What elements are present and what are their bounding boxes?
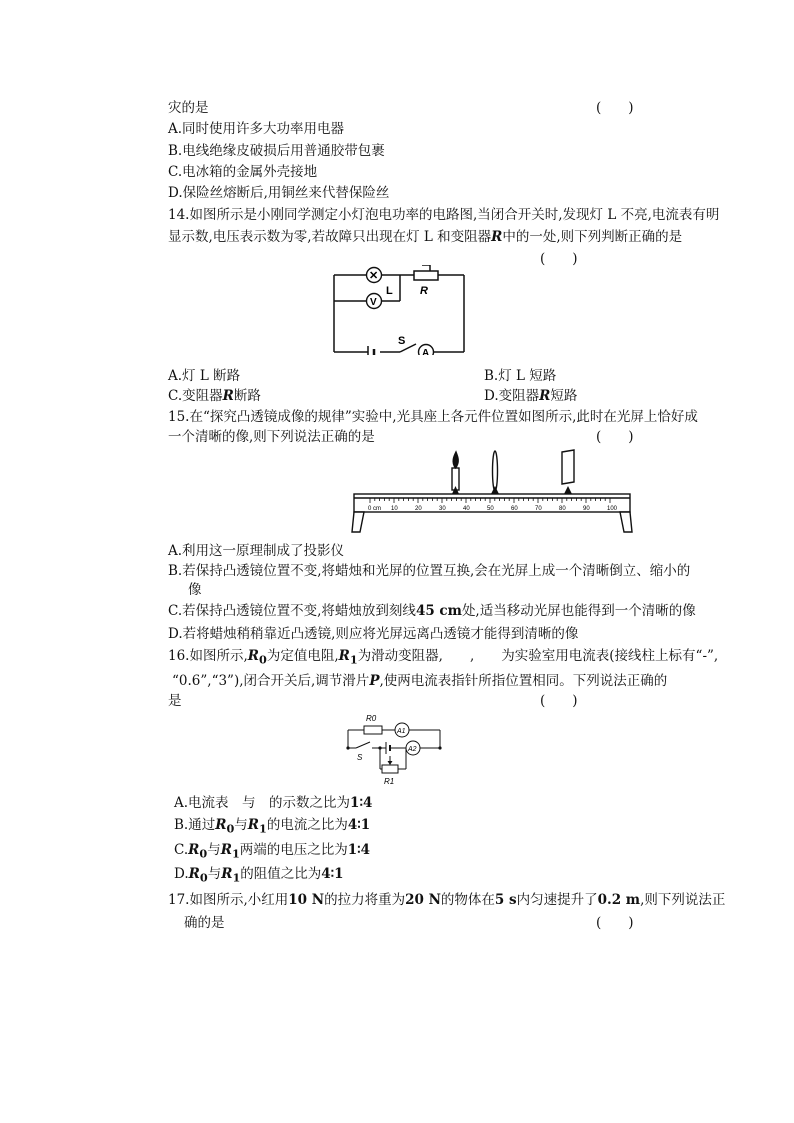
q16-option-b-and: 与	[234, 817, 248, 833]
q14-option-d-text: D.变阻器	[484, 388, 540, 404]
q16-circuit-diagram	[340, 708, 450, 790]
q17-stem-text: 17.如图所示,小红用	[168, 892, 289, 908]
ruler-tick-label: 70	[535, 506, 542, 512]
q14-option-c-text: C.变阻器	[168, 388, 223, 404]
ruler-tick-label: 100	[607, 506, 618, 512]
a2-label: A2	[408, 746, 417, 753]
q15-option-c-value: 45 cm	[415, 603, 462, 619]
q16-option-d-text-end: 的阻值之比为	[240, 866, 322, 882]
r0-label: R0	[366, 714, 377, 723]
q16-stem-line1	[168, 646, 718, 670]
q16-option-d	[174, 864, 344, 888]
q14-stem-text: 显示数,电压表示数为零,若故障只出现在灯 L 和变阻器	[168, 229, 492, 245]
rheostat-label: R	[420, 285, 428, 297]
q16-option-b-text: B.通过	[174, 817, 216, 833]
q16-option-a-text: A.电流表 与 的示数之比为	[174, 795, 351, 811]
var-r: R	[491, 229, 503, 245]
var-r0: R	[247, 648, 259, 664]
q16-option-d-text: D.	[174, 866, 189, 882]
var-r1: R	[338, 648, 350, 664]
q16-option-c-text-end: 两端的电压之比为	[239, 842, 348, 858]
q17-stem-text-c: 的物体在	[440, 892, 495, 908]
q13-option-a: A.同时使用许多大功率用电器	[168, 121, 345, 137]
q16-option-c-text: C.	[174, 842, 189, 858]
optical-bench-diagram	[350, 446, 635, 536]
q17-force-value: 10 N	[288, 892, 325, 908]
q16-option-c-and: 与	[207, 842, 221, 858]
q14-option-c-end: 断路	[233, 388, 261, 404]
q17-stem-line2: 确的是	[184, 915, 225, 931]
q16-stem-text-end: ,使两电流表指针所指位置相同。下列说法正确的	[379, 673, 668, 689]
q17-stem-text-b: 的拉力将重为	[324, 892, 406, 908]
q15-option-a: A.利用这一原理制成了投影仪	[168, 543, 345, 559]
q14-circuit-diagram	[330, 265, 470, 355]
var-r0: R	[188, 866, 200, 882]
q15-option-b-line1: B.若保持凸透镜位置不变,将蜡烛和光屏的位置互换,会在光屏上成一个清晰倒立、缩小的	[168, 563, 691, 579]
q17-weight-value: 20 N	[405, 892, 441, 908]
q16-option-c	[174, 840, 370, 864]
subscript: 0	[199, 846, 208, 861]
q16-stem-line2	[172, 671, 667, 691]
q16-option-d-ratio: 4∶1	[321, 866, 344, 882]
var-r0: R	[188, 842, 200, 858]
q16-stem-text-end: 为滑动变阻器, , 为实验室用电流表(接线柱上标有“-”,	[357, 648, 719, 664]
q16-stem-text-mid: 为定值电阻,	[266, 648, 339, 664]
a1-label: A1	[397, 728, 406, 735]
switch-label: S	[398, 335, 406, 347]
q17-stem-text-e: ,则下列说法正	[640, 892, 726, 908]
q16-answer-bracket: ( )	[540, 693, 578, 709]
ruler-tick-label: 80	[559, 506, 566, 512]
q14-option-a: A.灯 L 断路	[168, 368, 241, 384]
q17-height-value: 0.2 m	[597, 892, 641, 908]
subscript: 0	[199, 870, 208, 885]
q15-option-d: D.若将蜡烛稍稍靠近凸透镜,则应将光屏远离凸透镜才能得到清晰的像	[168, 626, 579, 642]
q16-option-a-ratio: 1∶4	[350, 795, 373, 811]
q15-option-c-text: C.若保持凸透镜位置不变,将蜡烛放到刻线	[168, 603, 416, 619]
var-r1: R	[221, 866, 233, 882]
ruler-tick-label: 60	[511, 506, 518, 512]
var-r0: R	[215, 817, 227, 833]
ruler-tick-label: 10	[391, 506, 398, 512]
subscript: 1	[231, 846, 240, 861]
q16-option-c-ratio: 1∶4	[347, 842, 371, 858]
q14-stem-line2	[168, 227, 682, 247]
q15-stem-line1: 15.在“探究凸透镜成像的规律”实验中,光具座上各元件位置如图所示,此时在光屏上恰好成	[168, 409, 698, 425]
q16-option-a	[174, 793, 372, 813]
var-r1: R	[220, 842, 232, 858]
q17-stem-line1	[168, 890, 725, 910]
q17-answer-bracket: ( )	[596, 915, 634, 931]
subscript: 0	[226, 821, 235, 836]
q16-option-b-ratio: 4∶1	[347, 817, 371, 833]
q13-answer-bracket: ( )	[596, 100, 634, 116]
ruler-tick-label: 20	[415, 506, 422, 512]
r1-label: R1	[384, 777, 395, 786]
q15-answer-bracket: ( )	[596, 429, 634, 445]
q14-option-d	[484, 386, 577, 406]
q16-stem-line3: 是	[168, 693, 182, 709]
q13-option-b: B.电线绝缘皮破损后用普通胶带包裹	[168, 143, 385, 159]
subscript: 1	[259, 821, 267, 836]
q14-option-d-end: 短路	[550, 388, 578, 404]
var-r: R	[222, 388, 234, 404]
q13-stem-end: 灾的是	[168, 100, 209, 116]
ruler-tick-label: 90	[583, 506, 590, 512]
ruler-tick-label: 40	[463, 506, 470, 512]
subscript: 0	[259, 652, 267, 667]
q16-option-d-and: 与	[207, 866, 222, 882]
q13-option-c: C.电冰箱的金属外壳接地	[168, 164, 318, 180]
q14-answer-bracket: ( )	[540, 251, 578, 267]
q17-stem-text-d: 内匀速提升了	[516, 892, 598, 908]
q15-option-c-end: 处,适当移动光屏也能得到一个清晰的像	[461, 603, 696, 619]
voltmeter-label: V	[370, 297, 377, 308]
q14-stem-text-end: 中的一处,则下列判断正确的是	[502, 229, 683, 245]
q14-option-c	[168, 386, 261, 406]
ruler-tick-label: 30	[439, 506, 446, 512]
var-r: R	[539, 388, 551, 404]
subscript: 1	[349, 652, 358, 667]
q13-option-d: D.保险丝熔断后,用铜丝来代替保险丝	[168, 185, 390, 201]
ruler-tick-label: 0 cm	[368, 506, 382, 512]
q14-stem-line1: 14.如图所示是小刚同学测定小灯泡电功率的电路图,当闭合开关时,发现灯 L 不亮,电流表有明	[168, 207, 720, 223]
lamp-label: L	[386, 285, 393, 297]
var-p: P	[369, 673, 380, 689]
q14-option-b: B.灯 L 短路	[484, 368, 557, 384]
q15-option-c	[168, 601, 696, 621]
q15-option-b-line2: 像	[188, 582, 202, 598]
subscript: 1	[232, 870, 241, 885]
q17-time-value: 5 s	[494, 892, 517, 908]
q16-stem-text: “0.6”,“3”),闭合开关后,调节滑片	[172, 673, 370, 689]
lamp-cross-label: ✕	[369, 270, 379, 282]
q16-option-b	[174, 815, 370, 839]
q16-stem-text: 16.如图所示,	[168, 648, 248, 664]
var-r1: R	[247, 817, 260, 833]
q15-stem-line2: 一个清晰的像,则下列说法正确的是	[168, 429, 375, 445]
switch-label: S	[357, 753, 363, 762]
ruler-tick-label: 50	[487, 506, 494, 512]
ammeter-label: A	[422, 348, 430, 355]
q16-option-b-text-end: 的电流之比为	[266, 817, 348, 833]
